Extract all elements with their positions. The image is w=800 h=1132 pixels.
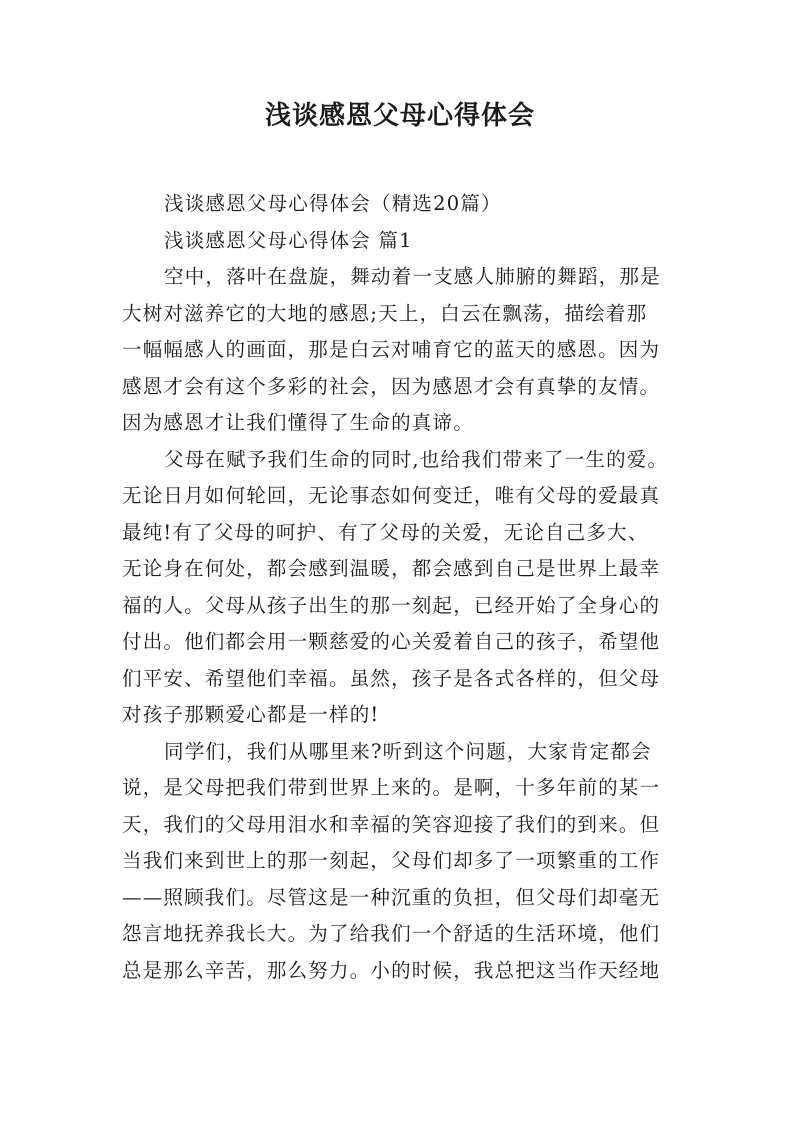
text-line: 无论日月如何轮回，无论事态如何变迁，唯有父母的爱最真: [122, 484, 661, 507]
text-line: 们平安、希望他们幸福。虽然，孩子是各式各样的，但父母: [122, 666, 661, 690]
text-line: 无论身在何处，都会感到温暖，都会感到自己是世界上最幸: [122, 557, 661, 580]
text-line: 对孩子那颗爱心都是一样的!: [122, 703, 380, 726]
text-line: 空中，落叶在盘旋，舞动着一支感人肺腑的舞蹈，那是: [164, 265, 661, 288]
text-line: 感恩才会有这个多彩的社会，因为感恩才会有真挚的友情。: [122, 374, 661, 398]
text-line: 天，我们的父母用泪水和幸福的笑容迎接了我们的到来。但: [122, 812, 661, 836]
text-line: 最纯!有了父母的呵护、有了父母的关爱，无论自己多大、: [122, 520, 649, 544]
document-body: [122, 186, 688, 989]
text-line: 浅谈感恩父母心得体会 篇1: [164, 228, 413, 252]
text-line: 总是那么辛苦，那么努力。小的时候，我总把这当作天经地: [122, 958, 661, 982]
text-line: 一幅幅感人的画面，那是白云对哺育它的蓝天的感恩。因为: [122, 338, 661, 361]
text-line: 浅谈感恩父母心得体会（精选20篇）: [164, 192, 502, 215]
text-line: 付出。他们都会用一颗慈爱的心关爱着自己的孩子，希望他: [122, 630, 661, 653]
text-line: 当我们来到世上的那一刻起，父母们却多了一项繁重的工作: [122, 849, 661, 872]
text-line: 怨言地抚养我长大。为了给我们一个舒适的生活环境，他们: [122, 922, 661, 945]
text-line: 说，是父母把我们带到世界上来的。是啊，十多年前的某一: [122, 776, 661, 799]
text-line: 父母在赋予我们生命的同时,也给我们带来了一生的爱。: [164, 447, 669, 471]
text-line: 福的人。父母从孩子出生的那一刻起，已经开始了全身心的: [122, 593, 661, 617]
document-title: 浅谈感恩父母心得体会: [264, 101, 535, 131]
text-line: ——照顾我们。尽管这是一种沉重的负担，但父母们却毫无: [122, 885, 661, 909]
text-line: 同学们，我们从哪里来?听到这个问题，大家肯定都会: [164, 739, 652, 763]
text-line: 因为感恩才让我们懂得了生命的真谛。: [122, 411, 474, 434]
text-line: 大树对滋养它的大地的感恩;天上，白云在飘荡，描绘着那: [122, 301, 648, 325]
